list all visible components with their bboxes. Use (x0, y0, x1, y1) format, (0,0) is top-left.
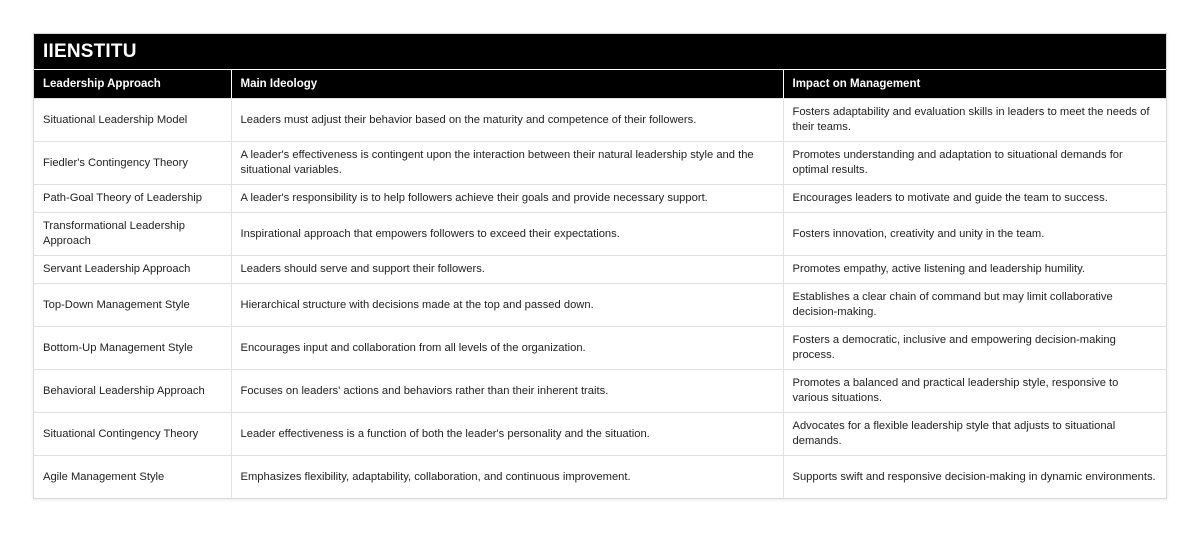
cell-ideology: Leader effectiveness is a function of both the leader's personality and the situation. (231, 413, 783, 456)
cell-approach: Situational Leadership Model (34, 99, 231, 142)
table-body (34, 99, 1166, 499)
cell-approach: Top-Down Management Style (34, 284, 231, 327)
table-row (34, 213, 1166, 256)
cell-approach: Bottom-Up Management Style (34, 327, 231, 370)
cell-ideology: A leader's responsibility is to help followers achieve their goals and provide necessary support. (231, 185, 783, 213)
cell-approach: Transformational Leadership Approach (34, 213, 231, 256)
cell-impact: Fosters adaptability and evaluation skills in leaders to meet the needs of their teams. (783, 99, 1166, 142)
table-row (34, 185, 1166, 213)
cell-ideology: A leader's effectiveness is contingent upon the interaction between their natural leadership style and the situational variables. (231, 142, 783, 185)
cell-approach: Agile Management Style (34, 456, 231, 499)
cell-ideology: Emphasizes flexibility, adaptability, collaboration, and continuous improvement. (231, 456, 783, 499)
table-row (34, 456, 1166, 499)
cell-impact: Promotes empathy, active listening and leadership humility. (783, 256, 1166, 284)
cell-impact: Encourages leaders to motivate and guide the team to success. (783, 185, 1166, 213)
table-row (34, 284, 1166, 327)
cell-ideology: Hierarchical structure with decisions made at the top and passed down. (231, 284, 783, 327)
cell-ideology: Leaders must adjust their behavior based on the maturity and competence of their followers. (231, 99, 783, 142)
table-row (34, 142, 1166, 185)
cell-approach: Situational Contingency Theory (34, 413, 231, 456)
cell-impact: Supports swift and responsive decision-making in dynamic environments. (783, 456, 1166, 499)
cell-ideology: Encourages input and collaboration from all levels of the organization. (231, 327, 783, 370)
brand-title: IIENSTITU (34, 34, 1166, 69)
cell-impact: Promotes a balanced and practical leadership style, responsive to various situations. (783, 370, 1166, 413)
cell-approach: Servant Leadership Approach (34, 256, 231, 284)
cell-approach: Path-Goal Theory of Leadership (34, 185, 231, 213)
cell-ideology: Leaders should serve and support their followers. (231, 256, 783, 284)
column-header-impact: Impact on Management (783, 70, 1166, 99)
table-header (34, 70, 1166, 99)
table-row (34, 327, 1166, 370)
leadership-table-card (33, 33, 1167, 499)
table-row (34, 256, 1166, 284)
column-header-approach: Leadership Approach (34, 70, 231, 99)
cell-approach: Fiedler's Contingency Theory (34, 142, 231, 185)
header-row (34, 70, 1166, 99)
cell-impact: Fosters innovation, creativity and unity in the team. (783, 213, 1166, 256)
cell-impact: Establishes a clear chain of command but may limit collaborative decision-making. (783, 284, 1166, 327)
cell-impact: Promotes understanding and adaptation to situational demands for optimal results. (783, 142, 1166, 185)
cell-impact: Advocates for a flexible leadership style that adjusts to situational demands. (783, 413, 1166, 456)
cell-approach: Behavioral Leadership Approach (34, 370, 231, 413)
cell-ideology: Inspirational approach that empowers followers to exceed their expectations. (231, 213, 783, 256)
cell-impact: Fosters a democratic, inclusive and empowering decision-making process. (783, 327, 1166, 370)
column-header-ideology: Main Ideology (231, 70, 783, 99)
table-row (34, 413, 1166, 456)
cell-ideology: Focuses on leaders' actions and behaviors rather than their inherent traits. (231, 370, 783, 413)
leadership-table (34, 69, 1166, 498)
table-row (34, 99, 1166, 142)
table-row (34, 370, 1166, 413)
